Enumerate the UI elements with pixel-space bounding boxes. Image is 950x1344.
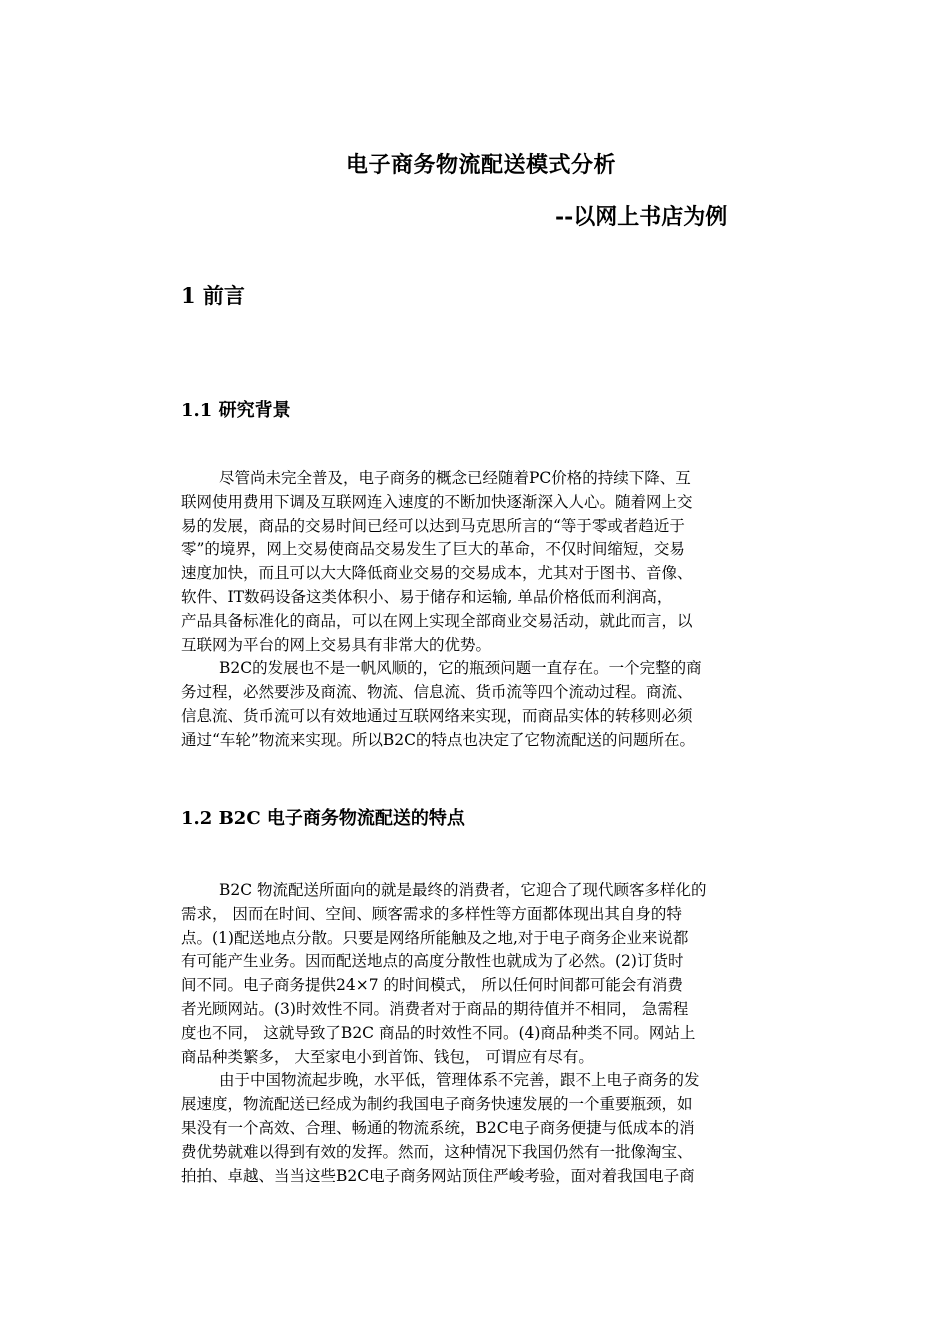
paragraph-line: B2C的发展也不是一帆风顺的，它的瓶颈问题一直存在。一个完整的商 <box>219 659 702 678</box>
paragraph-line: 务过程，必然要涉及商流、物流、信息流、货币流等四个流动过程。商流、 <box>181 683 693 702</box>
paragraph-line: 速度加快，而且可以大大降低商业交易的交易成本，尤其对于图书、音像、 <box>181 564 693 583</box>
paragraph-line: 易的发展，商品的交易时间已经可以达到马克思所言的“等于零或者趋近于 <box>181 516 685 535</box>
paragraph-line: 者光顾网站。(3)时效性不同。消费者对于商品的期待值并不相同， 急需程 <box>181 999 689 1018</box>
paragraph-line: 有可能产生业务。因而配送地点的高度分散性也就成为了必然。(2)订货时 <box>181 952 684 971</box>
paragraph-line: 产品具备标准化的商品，可以在网上实现全部商业交易活动，就此而言，以 <box>181 611 693 630</box>
b2c-features-paragraphs <box>181 879 821 1188</box>
paragraph-line: 拍拍、卓越、当当这些B2C电子商务网站顶住严峻考验，面对着我国电子商 <box>181 1166 695 1185</box>
paragraph-line: 尽管尚未完全普及，电子商务的概念已经随着PC价格的持续下降、互 <box>219 469 691 487</box>
section-heading-research-background: 1.1 研究背景 <box>181 400 291 421</box>
paragraph-line: B2C 物流配送所面向的就是最终的消费者，它迎合了现代顾客多样化的 <box>219 881 707 899</box>
document-title: 电子商务物流配送模式分析 <box>346 152 617 178</box>
paragraph-line: 商品种类繁多， 大至家电小到首饰、钱包， 可谓应有尽有。 <box>181 1047 594 1066</box>
paragraph-line: 由于中国物流起步晚，水平低，管理体系不完善，跟不上电子商务的发 <box>219 1071 700 1090</box>
paragraph-line: 需求， 因而在时间、空间、顾客需求的多样性等方面都体现出其自身的特 <box>181 904 682 923</box>
paragraph-line: 零”的境界，网上交易使商品交易发生了巨大的革命，不仅时间缩短，交易 <box>181 540 685 559</box>
section-heading-foreword: 1 前言 <box>181 283 245 308</box>
paragraph-line: 联网使用费用下调及互联网连入速度的不断加快逐渐深入人心。随着网上交 <box>181 492 693 511</box>
research-background-paragraphs <box>181 467 821 753</box>
paragraph-line: 点。(1)配送地点分散。只要是网络所能触及之地,对于电子商务企业来说都 <box>181 928 689 947</box>
paragraph-line: 通过“车轮”物流来实现。所以B2C的特点也决定了它物流配送的问题所在。 <box>181 730 695 749</box>
section-heading-b2c-features: 1.2 B2C 电子商务物流配送的特点 <box>181 808 465 829</box>
paragraph-line: 互联网为平台的网上交易具有非常大的优势。 <box>181 635 492 654</box>
paragraph-line: 展速度，物流配送已经成为制约我国电子商务快速发展的一个重要瓶颈，如 <box>181 1095 693 1114</box>
paragraph-line: 度也不同， 这就导致了B2C 商品的时效性不同。(4)商品种类不同。网站上 <box>181 1023 696 1042</box>
paragraph-line: 费优势就难以得到有效的发挥。然而，这种情况下我国仍然有一批像淘宝、 <box>181 1142 693 1161</box>
paragraph-line: 软件、IT数码设备这类体积小、易于储存和运输, 单品价格低而利润高， <box>181 587 673 606</box>
paragraph-line: 间不同。电子商务提供24×7 的时间模式， 所以任何时间都可能会有消费 <box>181 976 683 995</box>
document-subtitle: --以网上书店为例 <box>555 204 728 230</box>
paragraph-line: 信息流、货币流可以有效地通过互联网络来实现，而商品实体的转移则必须 <box>181 706 693 725</box>
paragraph-line: 果没有一个高效、合理、畅通的物流系统，B2C电子商务便捷与低成本的消 <box>181 1118 695 1137</box>
